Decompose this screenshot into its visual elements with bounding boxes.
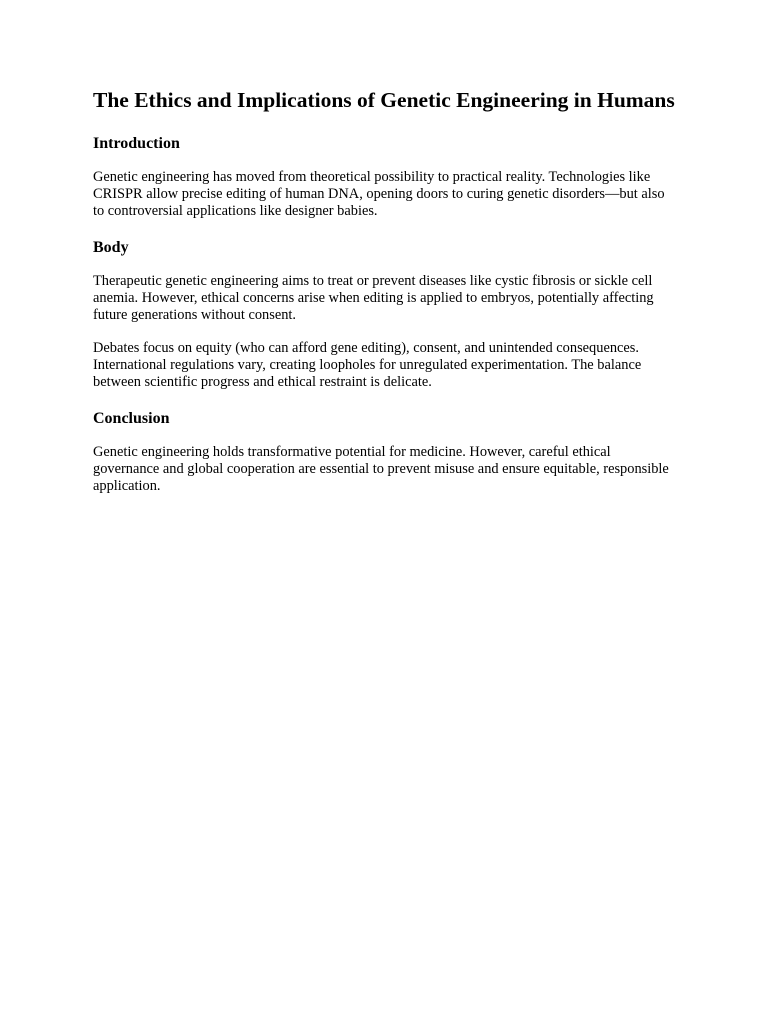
document-page (93, 88, 675, 511)
paragraph: Debates focus on equity (who can afford gene editing), consent, and unintended consequences. International regulations vary, creating loopholes for unregulated experimentation. The balance between scientific progress and ethical restraint is delicate. (93, 340, 642, 390)
document-title: The Ethics and Implications of Genetic Engineering in Humans (93, 88, 675, 112)
section-heading-body: Body (93, 239, 129, 256)
section-body (93, 238, 675, 391)
section-conclusion (93, 409, 675, 495)
paragraph: Therapeutic genetic engineering aims to treat or prevent diseases like cystic fibrosis or sickle cell anemia. However, ethical concerns arise when editing is applied to embryos, potentially affecting future generations without consent. (93, 273, 654, 323)
section-heading-introduction: Introduction (93, 135, 180, 152)
paragraph: Genetic engineering holds transformative potential for medicine. However, careful ethical governance and global cooperation are essential to prevent misuse and ensure equitable, responsible application. (93, 444, 669, 494)
section-introduction (93, 134, 675, 220)
paragraph: Genetic engineering has moved from theoretical possibility to practical reality. Technologies like CRISPR allow precise editing of human DNA, opening doors to curing genetic disorders—but also to controversial applications like designer babies. (93, 169, 665, 219)
section-heading-conclusion: Conclusion (93, 410, 170, 427)
